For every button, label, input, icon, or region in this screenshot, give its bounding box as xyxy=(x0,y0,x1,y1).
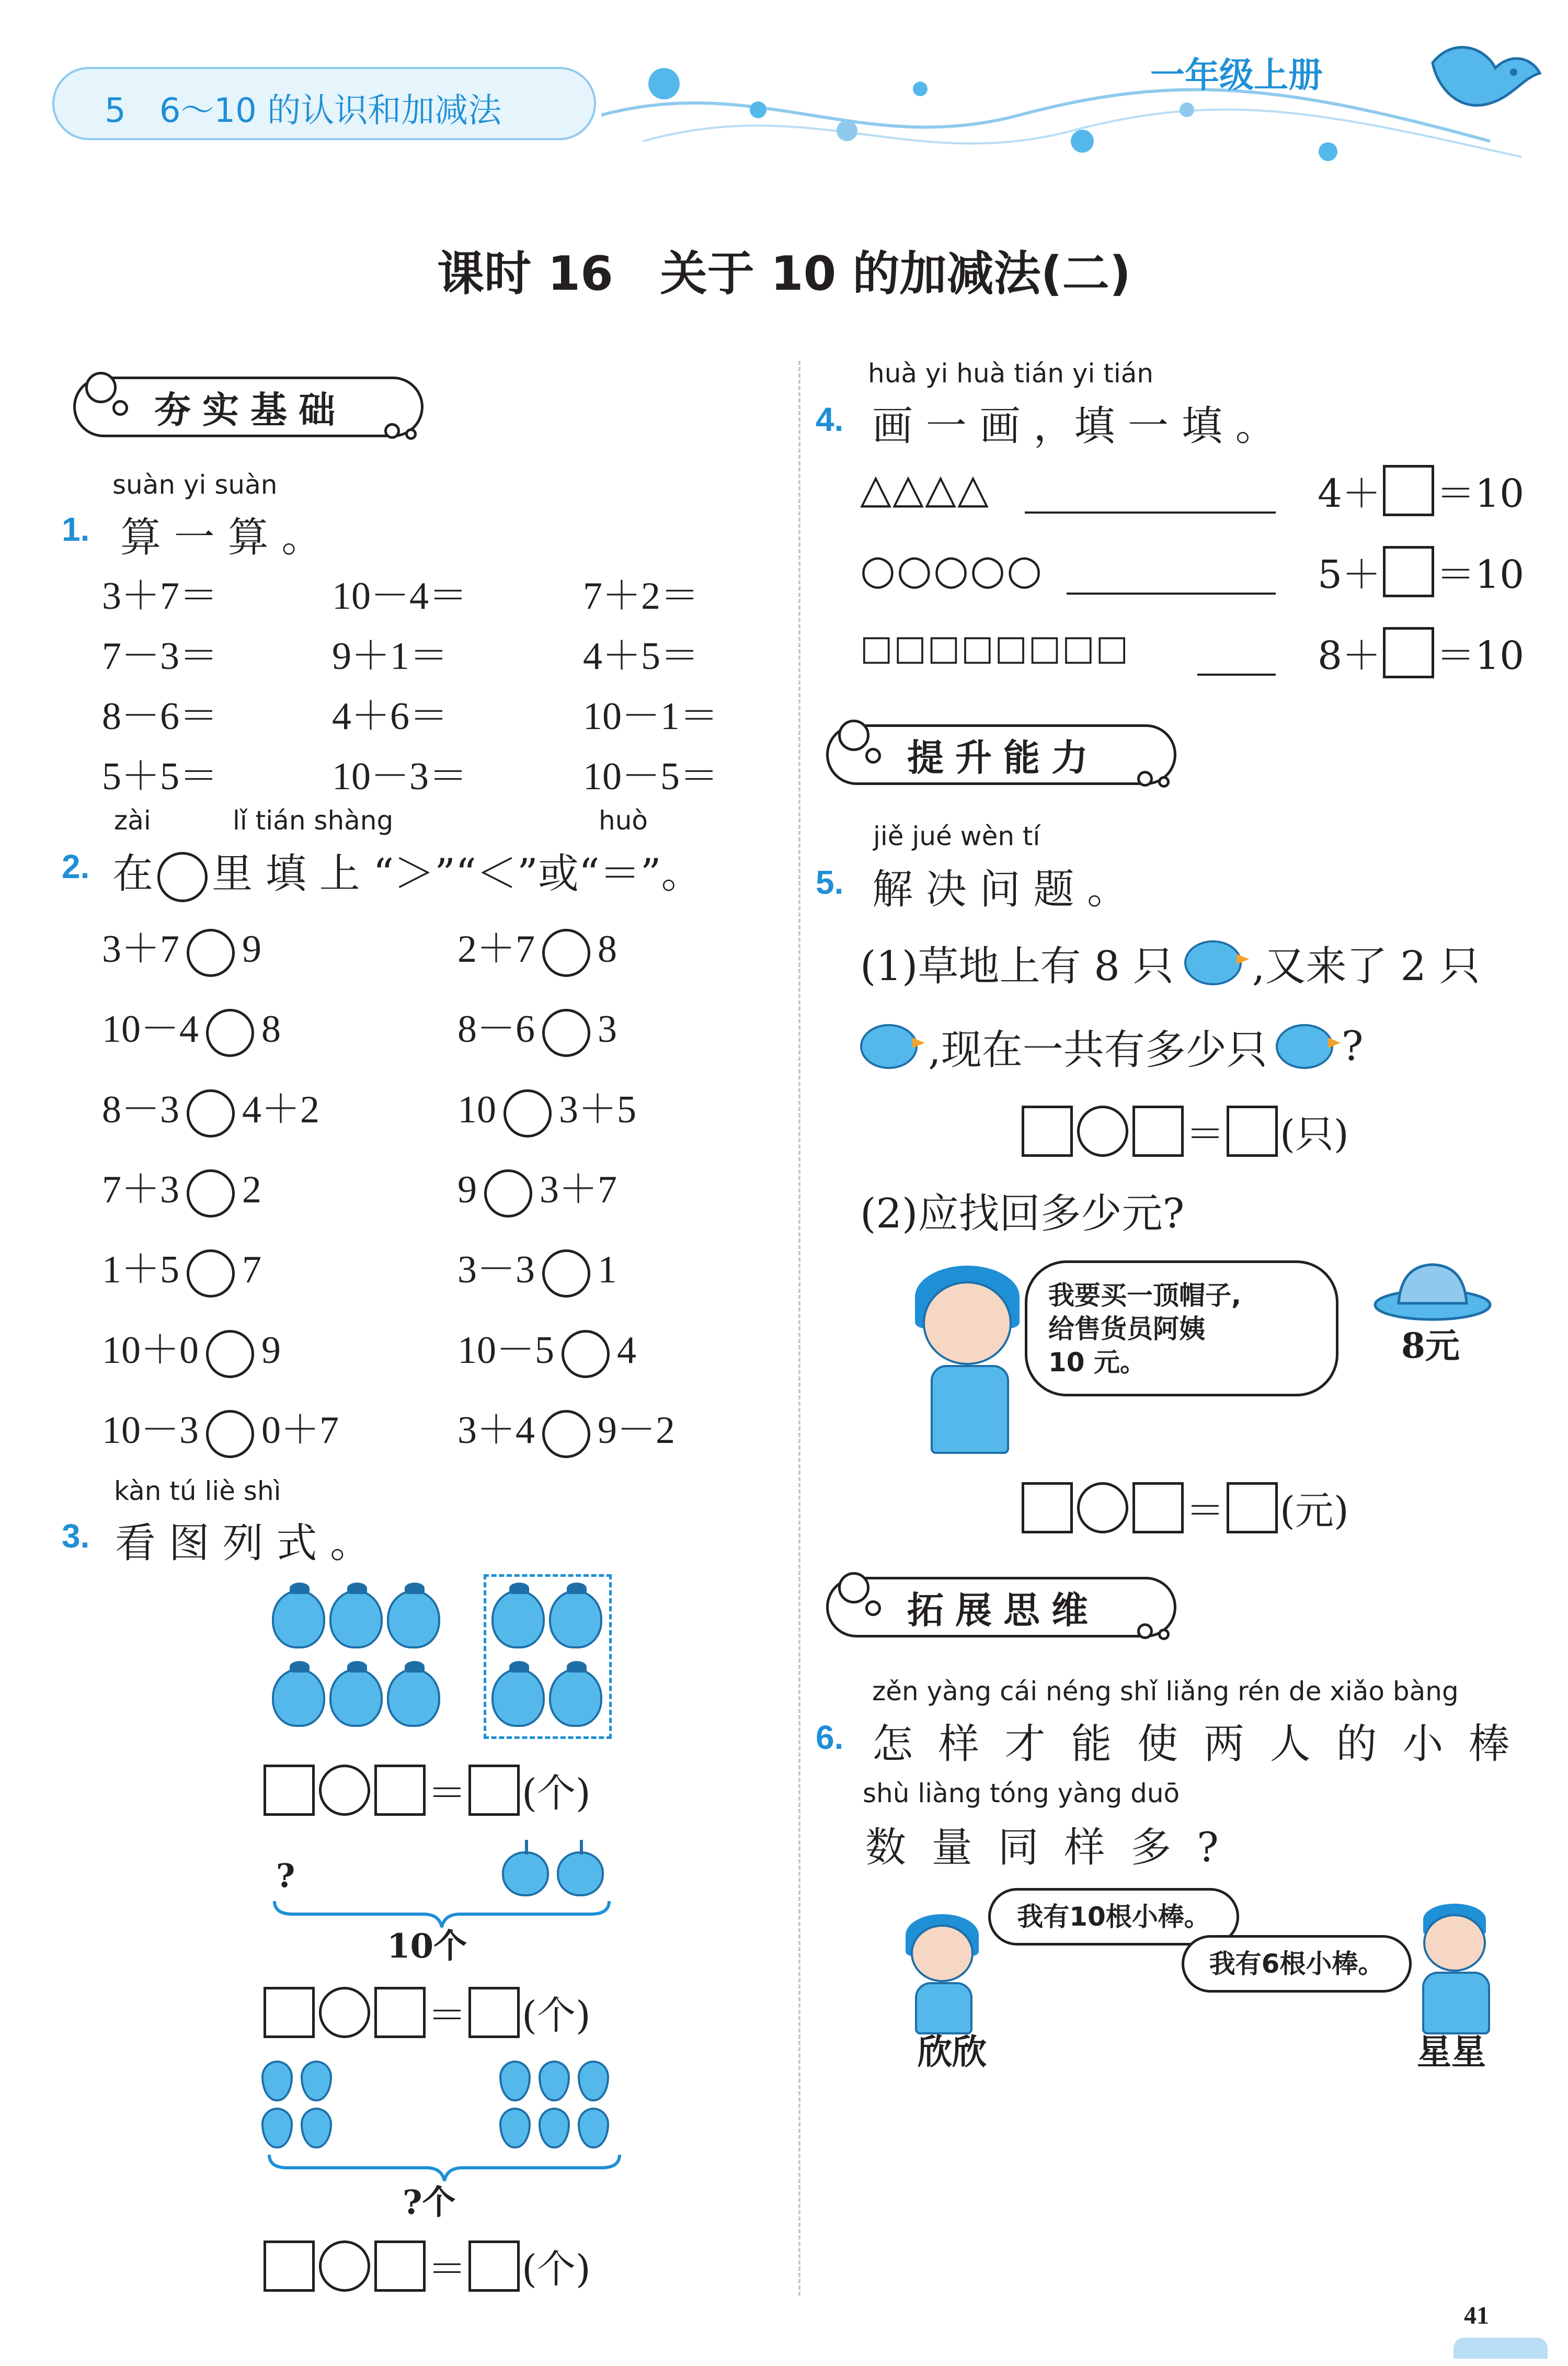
answer-circle[interactable] xyxy=(319,1765,370,1816)
compare-item xyxy=(457,998,617,1057)
compare-left: 7＋3 xyxy=(102,1168,179,1211)
answer-circle[interactable] xyxy=(206,1330,254,1378)
answer-template xyxy=(261,1985,591,2040)
shape-row: ○○○○○ xyxy=(860,547,1044,594)
q5-text: 解 决 问 题 。 xyxy=(872,866,1128,913)
compare-left: 3－3 xyxy=(457,1248,535,1291)
girl-illustration xyxy=(905,1266,1040,1454)
unit-label: (个) xyxy=(522,1993,591,2038)
total-label: 10个 xyxy=(387,1927,467,1966)
q1-expr: 4＋5＝ xyxy=(583,635,699,678)
answer-circle[interactable] xyxy=(206,1410,254,1458)
compare-item xyxy=(102,1078,319,1138)
answer-box[interactable] xyxy=(1227,1482,1278,1533)
column-divider xyxy=(798,361,800,2296)
strawberry-icon xyxy=(329,1668,383,1727)
compare-left: 2＋7 xyxy=(457,928,535,971)
strawberry-icon xyxy=(387,1668,440,1727)
eq-left: 4＋ xyxy=(1318,471,1381,516)
compare-right: 3＋5 xyxy=(559,1088,636,1131)
speech-bubble-xingxing: 我有6根小棒。 xyxy=(1182,1935,1412,1993)
compare-right: 4 xyxy=(617,1329,636,1372)
fill-equation xyxy=(1318,625,1524,680)
q1-pinyin: suàn yi suàn xyxy=(112,470,278,500)
answer-circle[interactable] xyxy=(484,1169,532,1218)
bird-icon xyxy=(1422,31,1542,120)
q3-text: 看 图 列 式 。 xyxy=(115,1520,371,1567)
answer-box[interactable] xyxy=(1022,1482,1073,1533)
compare-left: 10－3 xyxy=(102,1409,199,1452)
chick-icon xyxy=(860,1024,918,1069)
q3-number: 3. xyxy=(62,1517,90,1555)
speech-line: 我要买一顶帽子, xyxy=(1048,1280,1241,1311)
answer-template xyxy=(261,2238,591,2294)
hat-icon xyxy=(1370,1255,1495,1323)
name-label: 欣欣 xyxy=(918,2031,987,2072)
compare-item xyxy=(457,1078,636,1138)
compare-left: 10－4 xyxy=(102,1008,199,1051)
equals-sign: ＝ xyxy=(428,2247,466,2292)
answer-template xyxy=(1020,1480,1349,1535)
answer-box[interactable] xyxy=(468,2240,520,2292)
strawberry-icon xyxy=(272,1590,325,1648)
compare-left: 10 xyxy=(457,1088,496,1131)
compare-right: 0＋7 xyxy=(261,1409,339,1452)
q2-text-line xyxy=(112,841,702,902)
q1-expr: 7－3＝ xyxy=(102,635,218,678)
draw-line[interactable] xyxy=(1067,593,1276,595)
pear-icon xyxy=(301,2108,332,2148)
compare-item xyxy=(102,1399,339,1458)
compare-right: 2 xyxy=(242,1168,261,1211)
pear-icon xyxy=(261,2108,293,2148)
compare-left: 8－3 xyxy=(102,1088,179,1131)
answer-box[interactable] xyxy=(374,1765,426,1816)
compare-right: 9－2 xyxy=(598,1409,675,1452)
q2-text: 在 xyxy=(112,850,154,897)
compare-item xyxy=(102,1158,261,1218)
header-grade: 一年级上册 xyxy=(1150,55,1323,95)
xingxing-illustration xyxy=(1412,1904,1501,2034)
compare-right: 7 xyxy=(242,1248,261,1291)
answer-box[interactable] xyxy=(264,1987,315,2038)
q6-text: 怎 样 才 能 使 两 人 的 小 棒 xyxy=(872,1721,1516,1768)
answer-circle[interactable] xyxy=(187,929,235,977)
answer-box[interactable] xyxy=(468,1765,520,1816)
eq-left: 5＋ xyxy=(1318,552,1381,597)
q5-part2-text: (2)应找回多少元? xyxy=(860,1190,1185,1237)
answer-box[interactable] xyxy=(1383,627,1434,678)
pear-icon xyxy=(499,2108,531,2148)
eq-left: 8＋ xyxy=(1318,633,1381,678)
apple-icon xyxy=(502,1851,549,1896)
page-number: 41 xyxy=(1464,2302,1489,2329)
q5-part1-text: ? xyxy=(1341,1023,1364,1070)
q6-pinyin: shù liàng tóng yàng duō xyxy=(863,1778,1180,1808)
compare-right: 4＋2 xyxy=(242,1088,319,1131)
q1-text: 算 一 算 。 xyxy=(120,514,323,561)
apple-icon xyxy=(557,1851,604,1896)
pear-icon xyxy=(261,2061,293,2101)
q1-expr: 5＋5＝ xyxy=(102,755,218,798)
q5-number: 5. xyxy=(816,863,844,901)
answer-circle[interactable] xyxy=(206,1009,254,1057)
compare-right: 8 xyxy=(598,928,617,971)
q6-pinyin: zěn yàng cái néng shǐ liǎng rén de xiǎo bàng xyxy=(872,1676,1459,1707)
eq-right: ＝10 xyxy=(1436,471,1525,516)
compare-right: 8 xyxy=(261,1008,281,1051)
q3-pinyin: kàn tú liè shì xyxy=(114,1476,281,1506)
q1-expr: 10－4＝ xyxy=(332,575,467,618)
q5-part1-line2 xyxy=(860,1017,1364,1076)
draw-line[interactable] xyxy=(1197,674,1276,676)
header-unit: 5 6～10 的认识和加减法 xyxy=(105,92,502,130)
compare-item xyxy=(102,1238,261,1298)
compare-left: 1＋5 xyxy=(102,1248,179,1291)
answer-circle[interactable] xyxy=(542,1009,590,1057)
compare-left: 10－5 xyxy=(457,1329,554,1372)
section-badge-extension: 拓展思维 xyxy=(826,1577,1176,1637)
q2-text: 里 填 上 “＞”“＜”或“＝”。 xyxy=(212,850,702,897)
answer-box[interactable] xyxy=(1227,1106,1278,1157)
answer-box[interactable] xyxy=(264,1765,315,1816)
compare-item xyxy=(102,998,281,1057)
unit-label: (个) xyxy=(522,2247,591,2292)
shape-row: △△△△ xyxy=(860,465,990,513)
speech-line: 给售货员阿姨 xyxy=(1048,1314,1205,1344)
q5-part1-text: ,现在一共有多少只 xyxy=(928,1027,1267,1074)
compare-item xyxy=(457,1319,636,1378)
circle-icon xyxy=(157,852,208,902)
compare-right: 3 xyxy=(598,1008,617,1051)
page-title: 课时 16 关于 10 的加减法(二) xyxy=(437,246,1131,301)
chick-icon xyxy=(1276,1024,1333,1069)
answer-circle[interactable] xyxy=(187,1089,235,1138)
strawberry-icon xyxy=(491,1590,545,1648)
draw-line[interactable] xyxy=(1025,511,1276,514)
answer-box[interactable] xyxy=(468,1987,520,2038)
equals-sign: ＝ xyxy=(428,1771,466,1816)
section-badge-basics: 夯实基础 xyxy=(73,377,424,437)
compare-left: 10＋0 xyxy=(102,1329,199,1372)
unit-label: (元) xyxy=(1280,1488,1349,1533)
answer-circle[interactable] xyxy=(542,929,590,977)
compare-left: 8－6 xyxy=(457,1008,535,1051)
eq-right: ＝10 xyxy=(1436,552,1525,597)
compare-left: 3＋7 xyxy=(102,928,179,971)
compare-right: 9 xyxy=(261,1329,281,1372)
answer-box[interactable] xyxy=(1383,546,1434,597)
unit-label: (个) xyxy=(522,1771,591,1816)
chick-icon xyxy=(1184,940,1242,985)
answer-box[interactable] xyxy=(1132,1482,1184,1533)
pear-icon xyxy=(578,2061,609,2101)
xinxin-illustration xyxy=(899,1914,988,2034)
q1-expr: 3＋7＝ xyxy=(102,575,218,618)
compare-right: 3＋7 xyxy=(540,1168,617,1211)
q1-expr: 10－3＝ xyxy=(332,755,467,798)
pear-icon xyxy=(301,2061,332,2101)
header-wave-decoration xyxy=(601,52,1542,167)
compare-item xyxy=(102,918,261,977)
q1-number: 1. xyxy=(62,510,90,548)
answer-circle[interactable] xyxy=(542,1249,590,1298)
shape-row: □□□□□□□□ xyxy=(860,628,1129,668)
pear-icon xyxy=(578,2108,609,2148)
answer-template xyxy=(261,1762,591,1818)
q5-part1-line1 xyxy=(860,934,1480,992)
compare-left: 9 xyxy=(457,1168,477,1211)
q4-text: 画 一 画 ，填 一 填 。 xyxy=(872,403,1276,450)
q5-part1-text: ,又来了 2 只 xyxy=(1252,943,1480,990)
question-mark: ? xyxy=(276,1857,295,1895)
answer-template xyxy=(1020,1104,1349,1159)
q1-expr: 8－6＝ xyxy=(102,695,218,738)
strawberry-icon xyxy=(491,1668,545,1727)
q2-pinyin: lǐ tián shàng xyxy=(233,805,394,836)
strawberry-icon xyxy=(272,1668,325,1727)
q5-pinyin: jiě jué wèn tí xyxy=(873,821,1040,851)
pear-icon xyxy=(539,2108,570,2148)
q2-pinyin: huò xyxy=(599,805,648,836)
compare-right: 1 xyxy=(598,1248,617,1291)
answer-circle[interactable] xyxy=(542,1410,590,1458)
fill-equation xyxy=(1318,463,1524,518)
total-label: ?个 xyxy=(403,2183,456,2222)
strawberry-icon xyxy=(387,1590,440,1648)
compare-left: 3＋4 xyxy=(457,1409,535,1452)
name-label: 星星 xyxy=(1417,2031,1486,2072)
answer-circle[interactable] xyxy=(319,1987,370,2038)
price-label: 8元 xyxy=(1401,1325,1460,1366)
speech-bubble-girl xyxy=(1025,1260,1338,1396)
pear-icon xyxy=(499,2061,531,2101)
answer-circle[interactable] xyxy=(1077,1482,1128,1533)
equals-sign: ＝ xyxy=(428,1993,466,2038)
speech-line: 10 元。 xyxy=(1048,1347,1146,1378)
q6-text: 数 量 同 样 多 ? xyxy=(865,1824,1225,1871)
unit-label: (只) xyxy=(1280,1112,1349,1157)
answer-circle[interactable] xyxy=(187,1249,235,1298)
strawberry-icon xyxy=(549,1668,602,1727)
compare-item xyxy=(102,1319,281,1378)
eq-right: ＝10 xyxy=(1436,633,1525,678)
q6-number: 6. xyxy=(816,1719,844,1756)
answer-circle[interactable] xyxy=(1077,1106,1128,1157)
q1-expr: 10－1＝ xyxy=(583,695,718,738)
strawberry-icon xyxy=(329,1590,383,1648)
answer-circle[interactable] xyxy=(319,2240,370,2292)
pear-icon xyxy=(539,2061,570,2101)
compare-item xyxy=(457,918,617,977)
answer-box[interactable] xyxy=(1022,1106,1073,1157)
answer-box[interactable] xyxy=(374,2240,426,2292)
fill-equation xyxy=(1318,544,1524,599)
q4-pinyin: huà yi huà tián yi tián xyxy=(868,358,1154,389)
equals-sign: ＝ xyxy=(1186,1112,1224,1157)
q1-expr: 7＋2＝ xyxy=(583,575,699,618)
answer-circle[interactable] xyxy=(562,1330,610,1378)
q2-number: 2. xyxy=(62,848,90,885)
q1-expr: 9＋1＝ xyxy=(332,635,448,678)
q1-expr: 4＋6＝ xyxy=(332,695,448,738)
equals-sign: ＝ xyxy=(1186,1488,1224,1533)
q1-expr: 10－5＝ xyxy=(583,755,718,798)
compare-item xyxy=(457,1158,617,1218)
answer-circle[interactable] xyxy=(187,1169,235,1218)
q5-part1-text: (1)草地上有 8 只 xyxy=(860,943,1174,990)
strawberry-icon xyxy=(549,1590,602,1648)
compare-item xyxy=(457,1399,675,1458)
answer-box[interactable] xyxy=(264,2240,315,2292)
compare-right: 9 xyxy=(242,928,261,971)
speech-bubble-xinxin: 我有10根小棒。 xyxy=(988,1888,1239,1946)
page-corner-decoration xyxy=(1453,2338,1548,2359)
answer-box[interactable] xyxy=(1383,465,1434,516)
compare-item xyxy=(457,1238,617,1298)
section-badge-ability: 提升能力 xyxy=(826,724,1176,785)
answer-circle[interactable] xyxy=(503,1089,552,1138)
answer-box[interactable] xyxy=(1132,1106,1184,1157)
q4-number: 4. xyxy=(816,401,844,438)
answer-box[interactable] xyxy=(374,1987,426,2038)
q2-pinyin: zài xyxy=(114,805,151,836)
